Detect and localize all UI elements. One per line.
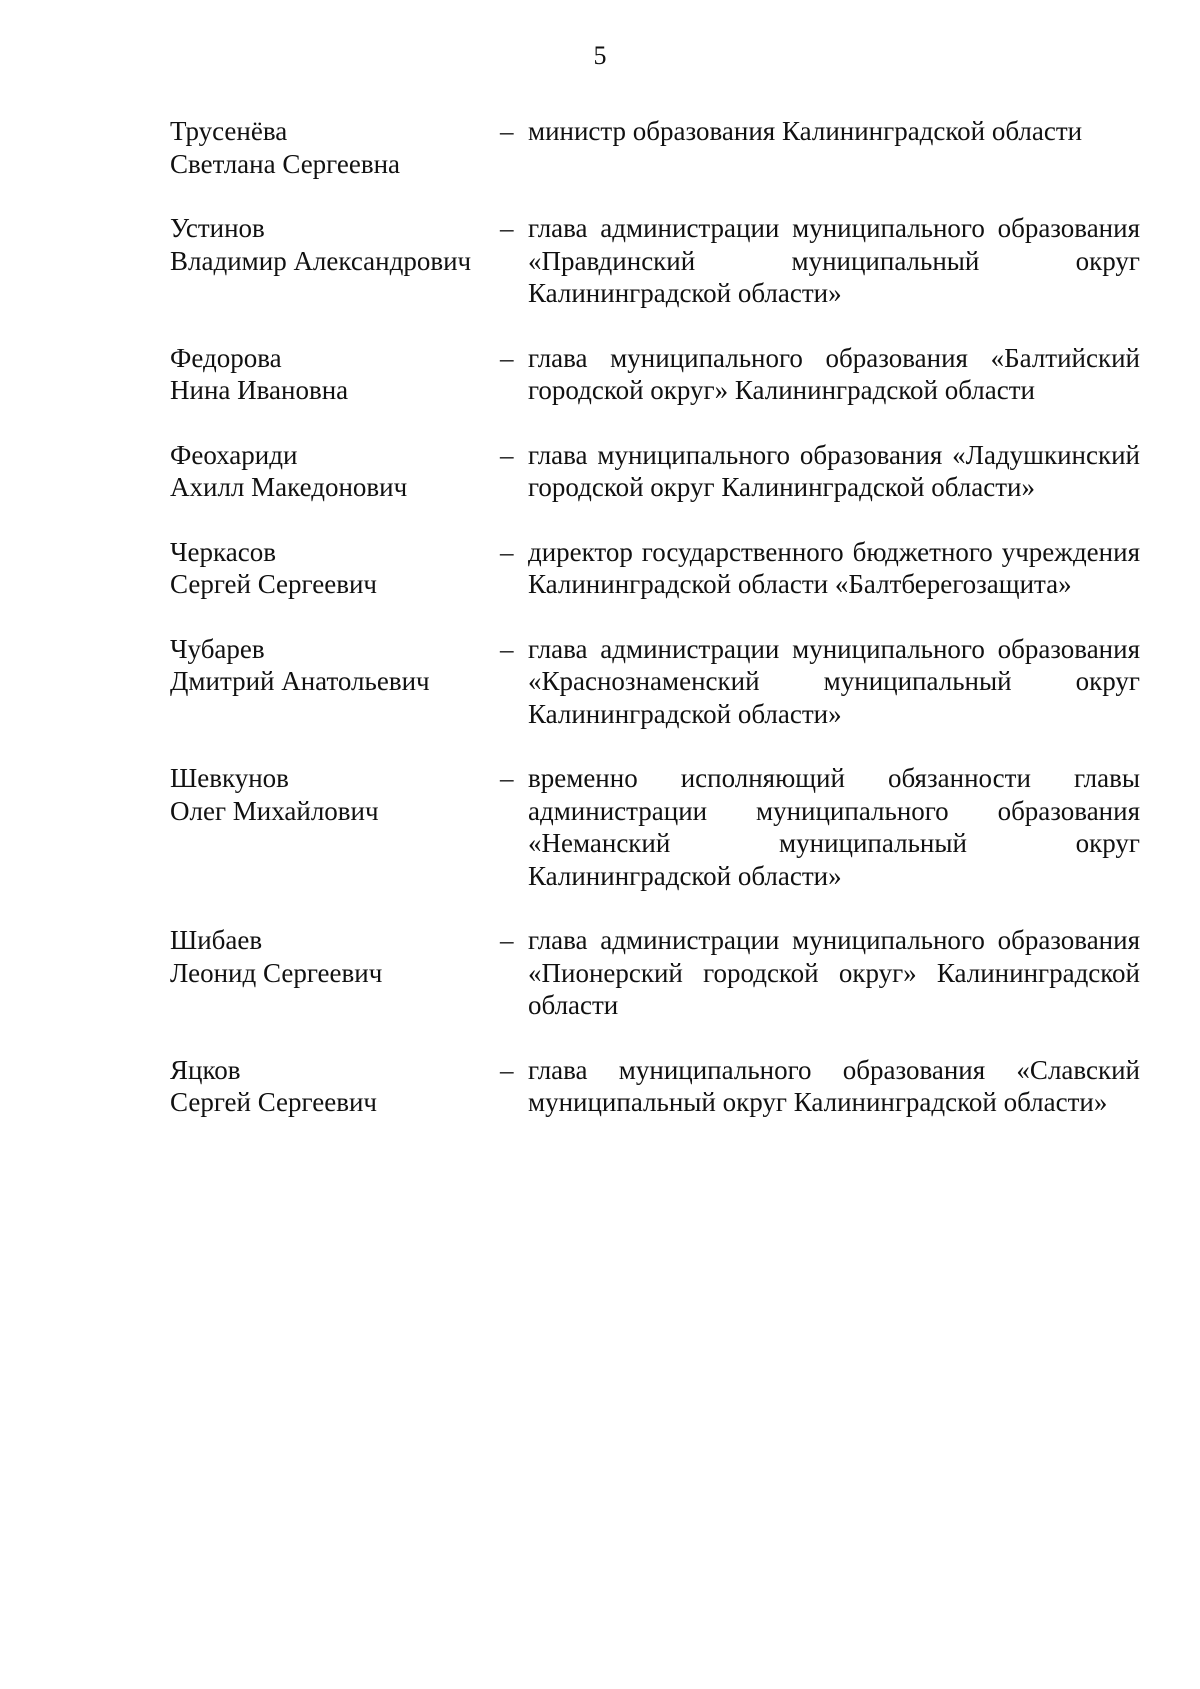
member-name: [170, 115, 500, 180]
member-surname: Шибаев: [170, 925, 263, 955]
member-entry-yatskov: [170, 1054, 1140, 1119]
member-entry-trusenyova: [170, 115, 1140, 180]
entry-dash: –: [500, 925, 514, 955]
member-role: временно исполняющий обязанности главы администрации муниципального образования «Неманский муниципальный округ Калининградской области»: [528, 763, 1140, 891]
member-name: [170, 1054, 500, 1119]
entry-dash: –: [500, 1054, 514, 1085]
member-name: [170, 342, 500, 407]
member-name: [170, 762, 500, 827]
member-name: [170, 924, 500, 989]
member-entry-ustinov: [170, 212, 1140, 310]
member-given-names: Олег Михайлович: [170, 795, 379, 826]
member-surname: Яцков: [170, 1054, 241, 1085]
member-given-names: Сергей Сергеевич: [170, 569, 378, 599]
member-role: глава муниципального образования «Ладушкинский городской округ Калининградской области»: [528, 439, 1140, 502]
member-entry-fedorova: [170, 342, 1140, 407]
member-role: министр образования Калининградской области: [528, 116, 1083, 146]
member-role: глава администрации муниципального образования «Краснознаменский муниципальный округ Калининградской области»: [528, 633, 1140, 729]
entry-dash: –: [500, 213, 514, 243]
member-entry-feokharidi: [170, 439, 1140, 504]
member-name: [170, 633, 500, 698]
member-entry-chubarev: [170, 633, 1140, 731]
entry-dash: –: [500, 763, 514, 793]
entry-dash: –: [500, 439, 514, 470]
entry-dash: –: [500, 116, 514, 146]
member-given-names: Нина Ивановна: [170, 375, 349, 405]
member-given-names: Ахилл Македонович: [170, 472, 408, 502]
member-given-names: Светлана Сергеевна: [170, 148, 401, 179]
member-surname: Трусенёва: [170, 116, 288, 146]
member-name: [170, 439, 500, 504]
member-surname: Чубарев: [170, 633, 265, 664]
member-surname: Черкасов: [170, 536, 276, 567]
member-role: глава муниципального образования «Славский муниципальный округ Калининградской области»: [528, 1054, 1140, 1117]
member-entry-cherkasov: [170, 536, 1140, 601]
entry-dash: –: [500, 536, 514, 567]
member-entry-shibaev: [170, 924, 1140, 1022]
member-name: [170, 212, 500, 277]
member-surname: Шевкунов: [170, 763, 289, 793]
member-given-names: Владимир Александрович: [170, 245, 472, 276]
entry-dash: –: [500, 342, 514, 373]
member-given-names: Сергей Сергеевич: [170, 1087, 378, 1117]
member-surname: Устинов: [170, 213, 265, 243]
member-surname: Феохариди: [170, 439, 298, 470]
member-given-names: Леонид Сергеевич: [170, 957, 383, 988]
member-role: глава муниципального образования «Балтийский городской округ» Калининградской области: [528, 342, 1140, 405]
member-role: глава администрации муниципального образования «Правдинский муниципальный округ Калининградской области»: [528, 213, 1140, 308]
member-given-names: Дмитрий Анатольевич: [170, 666, 430, 696]
member-name: [170, 536, 500, 601]
member-role: глава администрации муниципального образования «Пионерский городской округ» Калининградской области: [528, 925, 1140, 1020]
member-entry-shevkunov: [170, 762, 1140, 892]
member-role: директор государственного бюджетного учреждения Калининградской области «Балтберегозащита»: [528, 536, 1140, 599]
page-number: 5: [593, 41, 607, 70]
entry-dash: –: [500, 633, 514, 664]
member-list: [170, 115, 1140, 1151]
member-surname: Федорова: [170, 342, 282, 373]
